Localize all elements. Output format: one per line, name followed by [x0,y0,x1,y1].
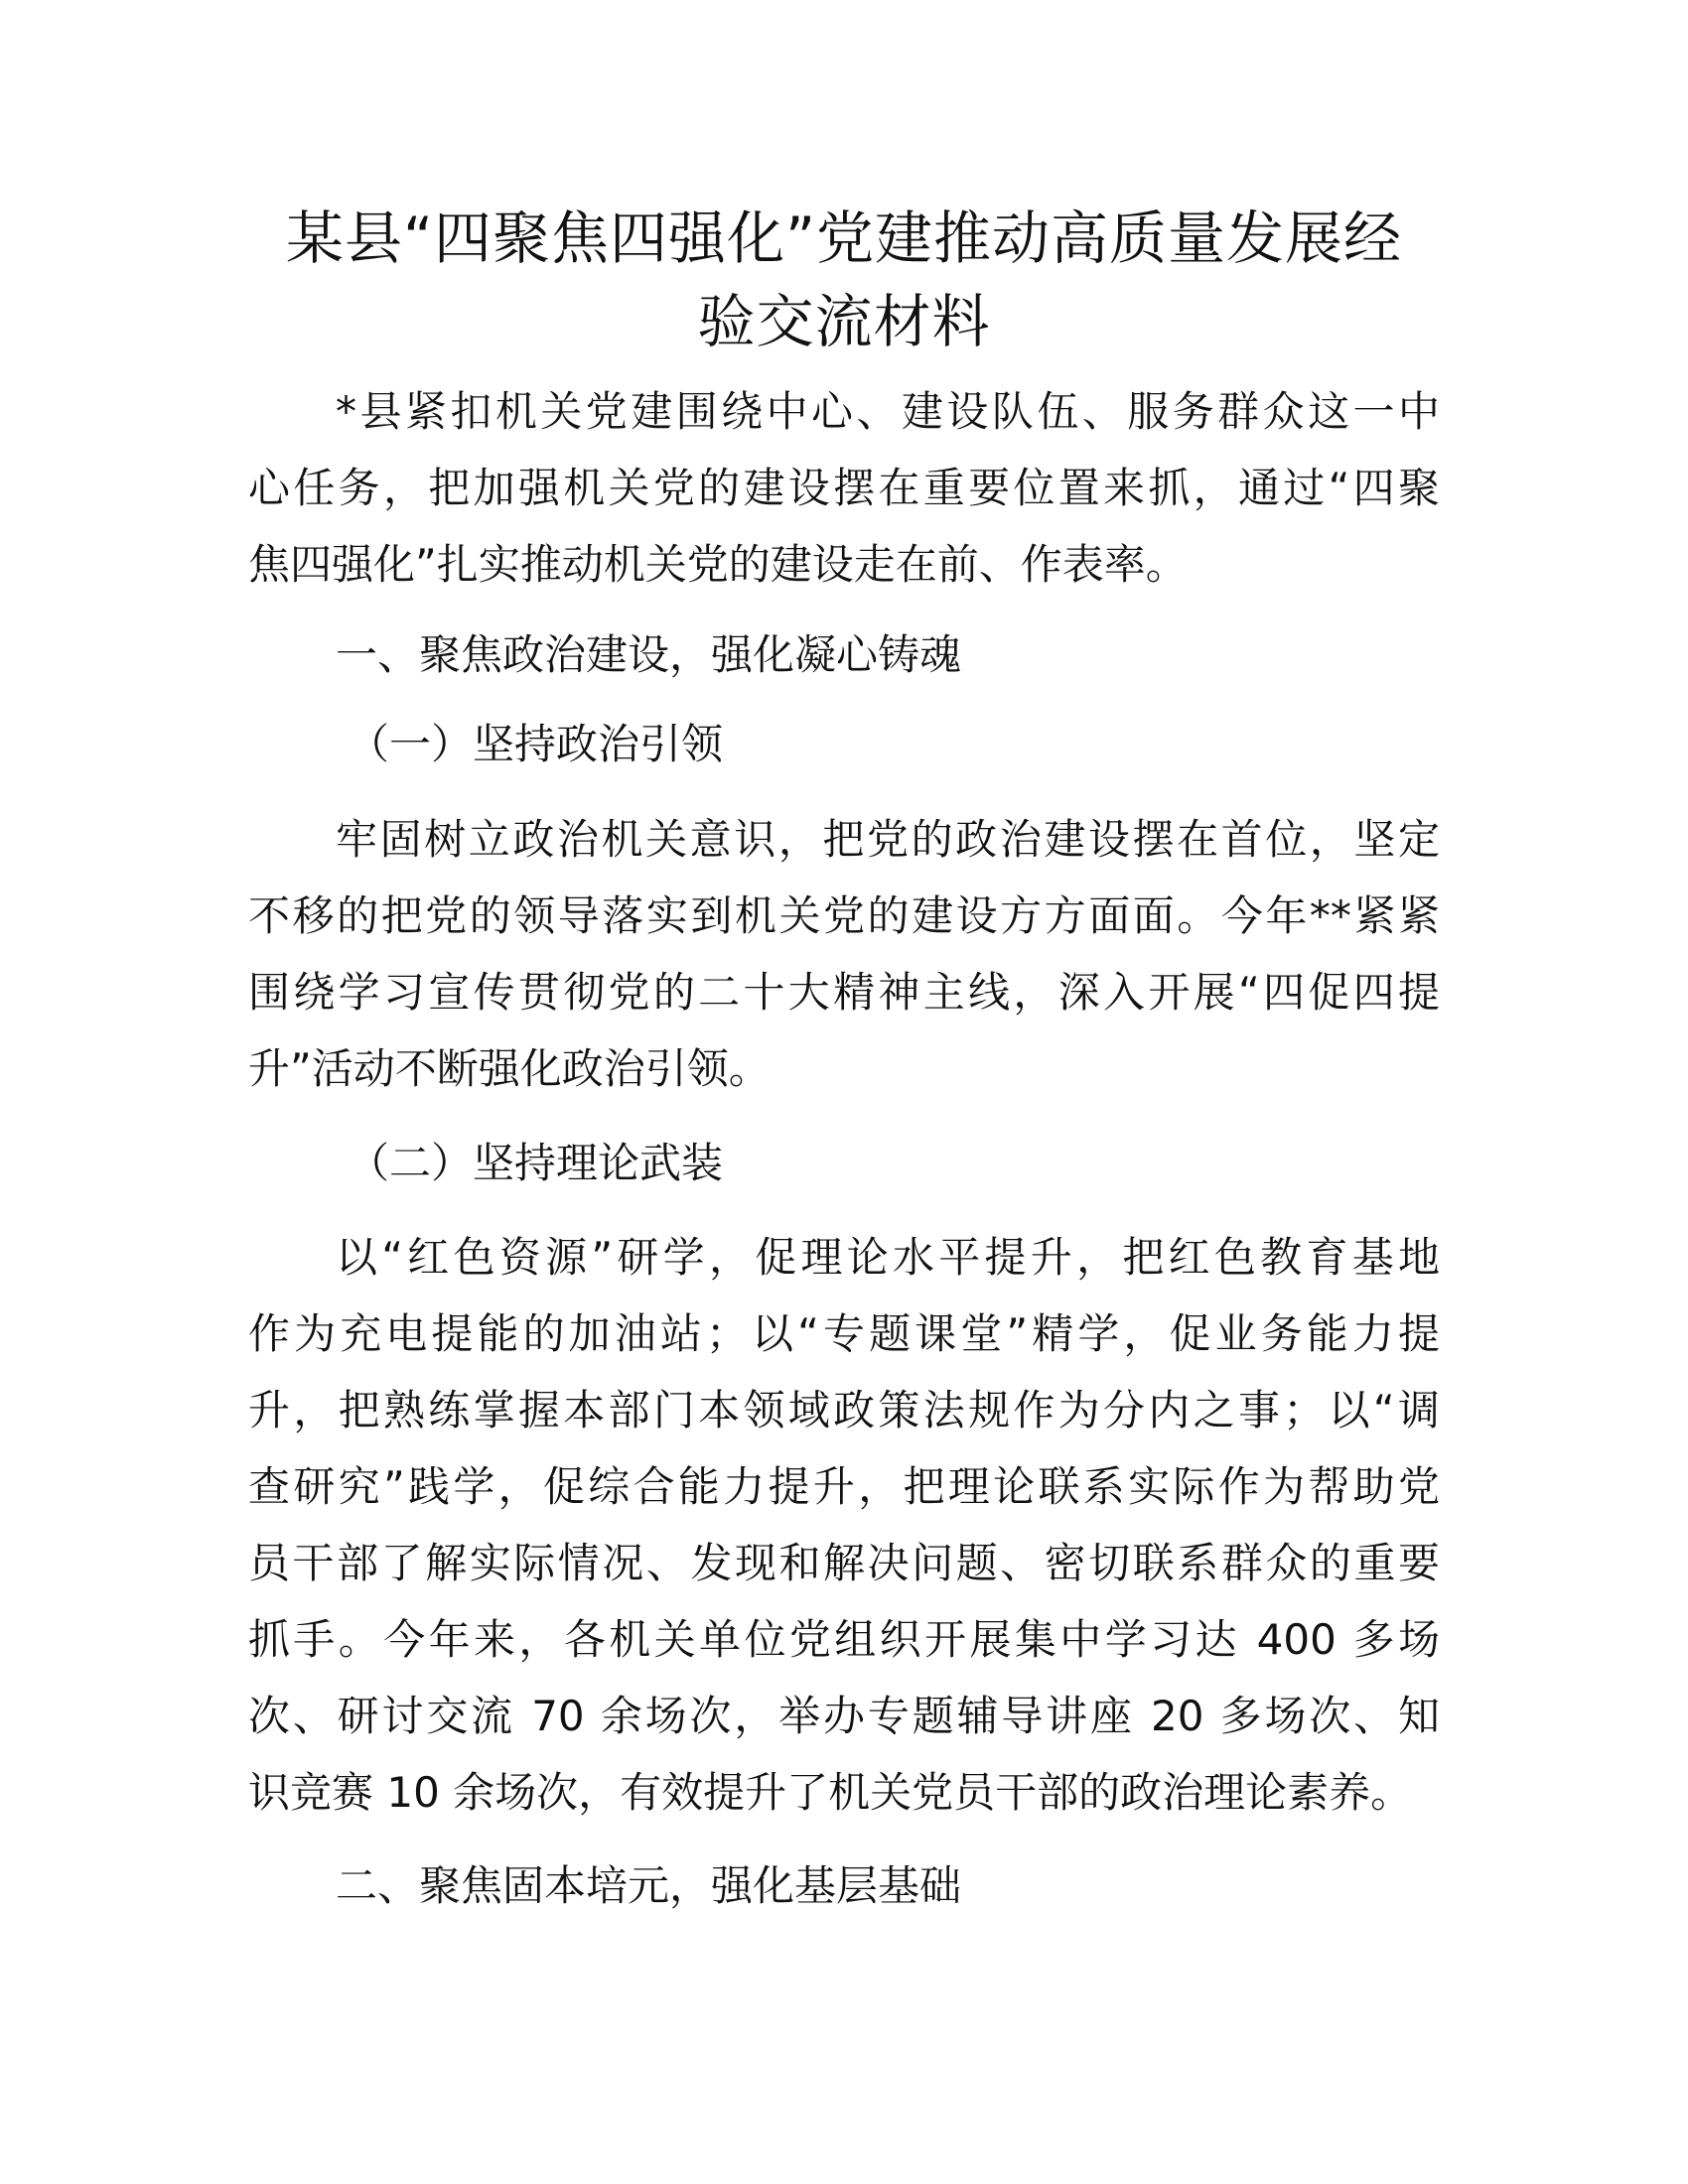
section-heading-2: 二、聚焦固本培元，强化基层基础 [336,1861,962,1910]
paragraph-line: 升”活动不断强化政治引领。 [248,1044,771,1093]
paragraph-line: 查研究”践学，促综合能力提升，把理论联系实际作为帮助党 [248,1462,1440,1511]
title-line-1: 某县“四聚焦四强化”党建推动高质量发展经 [285,205,1403,272]
section-heading-1: 一、聚焦政治建设，强化凝心铸魂 [336,630,962,679]
paragraph-line: 牢固树立政治机关意识，把党的政治建设摆在首位，坚定 [336,815,1440,864]
paragraph-line: 不移的把党的领导落实到机关党的建设方方面面。今年**紧紧 [248,891,1440,940]
paragraph-line: 识竞赛 10 余场次，有效提升了机关党员干部的政治理论素养。 [248,1768,1413,1817]
paragraph-line: 员干部了解实际情况、发现和解决问题、密切联系群众的重要 [248,1539,1440,1587]
paragraph-line: 围绕学习宣传贯彻党的二十大精神主线，深入开展“四促四提 [248,968,1440,1017]
subsection-heading-2: （二）坚持理论武装 [348,1139,724,1187]
paragraph-line: 作为充电提能的加油站；以“专题课堂”精学，促业务能力提 [248,1309,1440,1358]
paragraph-line: *县紧扣机关党建围绕中心、建设队伍、服务群众这一中 [336,387,1440,436]
paragraph-line: 以“红色资源”研学，促理论水平提升，把红色教育基地 [336,1233,1440,1282]
title-line-2: 验交流材料 [697,288,991,355]
document-title [238,197,1450,363]
paragraph-line: 抓手。今年来，各机关单位党组织开展集中学习达 400 多场 [248,1615,1440,1664]
paragraph-line: 焦四强化”扎实推动机关党的建设走在前、作表率。 [248,540,1188,589]
paragraph-line: 升，把熟练掌握本部门本领域政策法规作为分内之事；以“调 [248,1386,1440,1434]
paragraph-line: 心任务，把加强机关党的建设摆在重要位置来抓，通过“四聚 [248,464,1440,512]
subsection-heading-1: （一）坚持政治引领 [348,720,724,768]
paragraph-line: 次、研讨交流 70 余场次，举办专题辅导讲座 20 多场次、知 [248,1692,1440,1740]
